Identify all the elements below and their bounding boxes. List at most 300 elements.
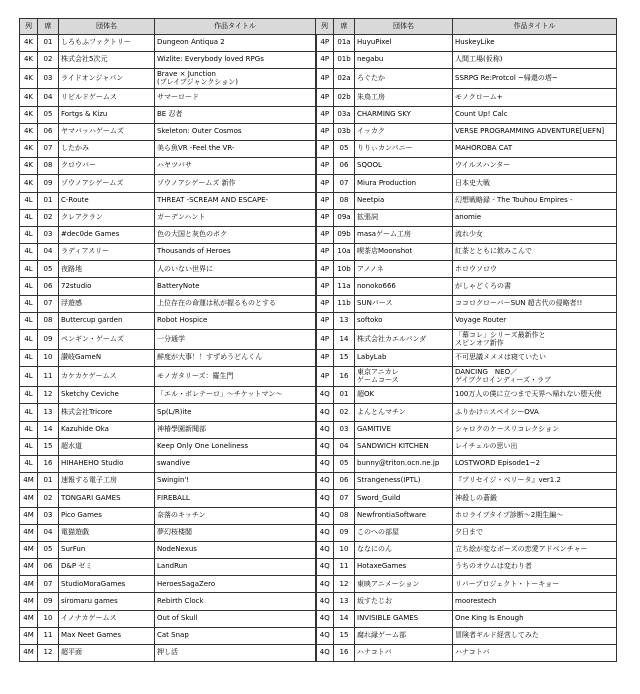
left-seat-cell: 06 (38, 559, 59, 576)
right-group-cell: ななにのん (355, 541, 453, 558)
left-seat-cell: 10 (38, 350, 59, 367)
left-col-cell: 4M (20, 576, 38, 593)
left-group-cell: リビルドゲームス (59, 89, 155, 106)
table-row (20, 175, 617, 192)
right-seat-cell: 12 (334, 576, 355, 593)
left-seat-cell: 01 (38, 473, 59, 490)
left-col-cell: 4L (20, 421, 38, 438)
right-group-cell: 東京アニカレ ゲームコース (355, 367, 453, 387)
left-group-cell: #dec0de Games (59, 226, 155, 243)
left-group-cell: HIHAHEHO Studio (59, 455, 155, 472)
right-seat-cell: 11b (334, 295, 355, 312)
table-row (20, 209, 617, 226)
left-col-cell: 4L (20, 209, 38, 226)
right-title-cell: 立ち絵が変なポーズの恋愛アドベンチャー (453, 541, 617, 558)
right-title-cell: 冒険者ギルド経営してみた (453, 627, 617, 644)
right-col-cell: 4Q (316, 507, 334, 524)
right-group-cell: SANDWICH KITCHEN (355, 438, 453, 455)
left-title-cell: 美ら魚VR -Feel the VR- (155, 140, 316, 157)
exhibitor-table-body (20, 35, 617, 662)
left-seat-cell: 01 (38, 35, 59, 52)
right-title-cell: anomie (453, 209, 617, 226)
right-title-cell: HuskeyLike (453, 35, 617, 52)
right-title-cell: 紅茶とともに飲みこんで (453, 244, 617, 261)
right-seat-cell: 16 (334, 367, 355, 387)
table-row (20, 278, 617, 295)
left-col-cell: 4M (20, 473, 38, 490)
left-col-cell: 4M (20, 559, 38, 576)
left-seat-cell: 12 (38, 645, 59, 662)
header-row (20, 19, 617, 35)
right-group-cell: softoko (355, 312, 453, 329)
left-col-cell: 4M (20, 524, 38, 541)
left-title-cell: Out of Skull (155, 610, 316, 627)
right-col-cell: 4P (316, 35, 334, 52)
table-row (20, 312, 617, 329)
right-group-cell: Strangeness(IPTL) (355, 473, 453, 490)
left-title-cell: ゾウノアシゲームズ 新作 (155, 175, 316, 192)
left-title-cell: Swingin'! (155, 473, 316, 490)
right-title-cell: moorestech (453, 593, 617, 610)
left-group-cell: 72studio (59, 278, 155, 295)
table-row (20, 559, 617, 576)
right-seat-cell: 14 (334, 610, 355, 627)
right-seat-cell: 02 (334, 404, 355, 421)
right-col-cell: 4P (316, 69, 334, 89)
left-seat-cell: 03 (38, 507, 59, 524)
right-col-cell: 4Q (316, 387, 334, 404)
left-title-cell: LandRun (155, 559, 316, 576)
right-group-cell: bunny@triton.ocn.ne.jp (355, 455, 453, 472)
table-row (20, 140, 617, 157)
left-seat-cell: 12 (38, 387, 59, 404)
left-group-cell: 速報する電子工房 (59, 473, 155, 490)
left-col-cell: 4L (20, 330, 38, 350)
right-title-cell: VERSE PROGRAMMING ADVENTURE[UEFN] (453, 123, 617, 140)
left-seat-cell: 08 (38, 312, 59, 329)
right-seat-cell: 13 (334, 593, 355, 610)
right-seat-cell: 01 (334, 387, 355, 404)
left-title-cell: 「エル・ポレテーロ」〜チケットマン〜 (155, 387, 316, 404)
left-col-cell: 4L (20, 387, 38, 404)
table-row (20, 593, 617, 610)
table-row (20, 627, 617, 644)
table-row (20, 367, 617, 387)
left-seat-cell: 16 (38, 455, 59, 472)
right-title-cell: SSRPG Re:Protcol ~帰還の塔~ (453, 69, 617, 89)
left-seat-cell: 02 (38, 490, 59, 507)
left-col-cell: 4L (20, 350, 38, 367)
right-col-cell: 4P (316, 123, 334, 140)
left-seat-cell: 09 (38, 330, 59, 350)
right-seat-cell: 10b (334, 261, 355, 278)
right-title-cell: Voyage Router (453, 312, 617, 329)
left-seat-cell: 14 (38, 421, 59, 438)
left-col-cell: 4L (20, 278, 38, 295)
right-group-cell: INVISIBLE GAMES (355, 610, 453, 627)
right-title-cell: 幻想戦略録 - The Touhou Empires - (453, 192, 617, 209)
right-seat-cell: 09a (334, 209, 355, 226)
left-title-cell: サマーロード (155, 89, 316, 106)
left-group-cell: D&P ゼミ (59, 559, 155, 576)
left-seat-cell: 09 (38, 593, 59, 610)
left-group-cell: しろもふファクトリー (59, 35, 155, 52)
right-col-cell: 4Q (316, 421, 334, 438)
left-group-cell: 浮遊感 (59, 295, 155, 312)
table-row (20, 421, 617, 438)
left-title-cell: 上位存在の命運は私が握るものとする (155, 295, 316, 312)
table-row (20, 455, 617, 472)
right-group-cell: Sword_Guild (355, 490, 453, 507)
right-seat-cell: 05 (334, 455, 355, 472)
table-row (20, 52, 617, 69)
left-seat-cell: 05 (38, 106, 59, 123)
exhibitor-table-container (19, 18, 616, 662)
left-title-cell: Wizlite: Everybody loved RPGs (155, 52, 316, 69)
left-col-cell: 4M (20, 627, 38, 644)
right-group-cell: NewfrontiaSoftware (355, 507, 453, 524)
left-group-cell: Buttercup garden (59, 312, 155, 329)
left-seat-cell: 07 (38, 576, 59, 593)
left-group-cell: siromaru games (59, 593, 155, 610)
right-seat-cell: 15 (334, 627, 355, 644)
left-title-cell: HeroesSagaZero (155, 576, 316, 593)
table-row (20, 226, 617, 243)
table-row (20, 35, 617, 52)
right-col-cell: 4P (316, 330, 334, 350)
header-seat: 席 (38, 19, 59, 35)
right-group-cell: LabyLab (355, 350, 453, 367)
left-title-cell: Keep Only One Loneliness (155, 438, 316, 455)
left-title-cell: Thousands of Heroes (155, 244, 316, 261)
left-col-cell: 4L (20, 295, 38, 312)
left-col-cell: 4L (20, 367, 38, 387)
left-seat-cell: 01 (38, 192, 59, 209)
left-title-cell: FIREBALL (155, 490, 316, 507)
left-col-cell: 4K (20, 140, 38, 157)
left-group-cell: 電猫遊戯 (59, 524, 155, 541)
right-group-cell: アノノネ (355, 261, 453, 278)
left-title-cell: Rebirth Clock (155, 593, 316, 610)
left-group-cell: C-Route (59, 192, 155, 209)
right-col-cell: 4P (316, 244, 334, 261)
left-col-cell: 4M (20, 507, 38, 524)
left-seat-cell: 06 (38, 278, 59, 295)
right-col-cell: 4P (316, 209, 334, 226)
exhibitor-table (19, 18, 617, 662)
table-row (20, 490, 617, 507)
right-seat-cell: 02a (334, 69, 355, 89)
right-title-cell: Count Up! Calc (453, 106, 617, 123)
left-col-cell: 4K (20, 35, 38, 52)
right-col-cell: 4Q (316, 576, 334, 593)
left-group-cell: カケカケゲームス (59, 367, 155, 387)
right-col-cell: 4Q (316, 455, 334, 472)
left-seat-cell: 13 (38, 404, 59, 421)
left-group-cell: ゾウノアシゲームズ (59, 175, 155, 192)
left-col-cell: 4M (20, 593, 38, 610)
right-title-cell: 神殺しの蒼鍛 (453, 490, 617, 507)
left-title-cell: Robot Hospice (155, 312, 316, 329)
left-col-cell: 4L (20, 312, 38, 329)
header-title: 作品タイトル (155, 19, 316, 35)
left-seat-cell: 04 (38, 524, 59, 541)
right-title-cell: ふりかけ☆スペイシーOVA (453, 404, 617, 421)
left-col-cell: 4L (20, 192, 38, 209)
right-col-cell: 4Q (316, 438, 334, 455)
right-title-cell: DANCING NEO／ ゲイブクロインディーズ・ラブ (453, 367, 617, 387)
right-title-cell: 人間工場(仮称) (453, 52, 617, 69)
right-title-cell: リバープロジェクト・トーキョー (453, 576, 617, 593)
right-title-cell: がしゃどくろの書 (453, 278, 617, 295)
header-col-right: 列 (316, 19, 334, 35)
right-title-cell: 100万人の僕に立つまで天界へ帰れない堕天使 (453, 387, 617, 404)
table-row (20, 576, 617, 593)
table-row (20, 123, 617, 140)
left-title-cell: Brave × Junction (ブレイブジャンクション) (155, 69, 316, 89)
left-group-cell: 夜路地 (59, 261, 155, 278)
right-col-cell: 4P (316, 106, 334, 123)
left-col-cell: 4K (20, 158, 38, 175)
left-col-cell: 4K (20, 106, 38, 123)
left-group-cell: Max Neet Games (59, 627, 155, 644)
left-col-cell: 4M (20, 645, 38, 662)
left-seat-cell: 02 (38, 52, 59, 69)
left-group-cell: Kazuhide Oka (59, 421, 155, 438)
right-seat-cell: 13 (334, 312, 355, 329)
table-row (20, 524, 617, 541)
right-seat-cell: 10 (334, 541, 355, 558)
left-seat-cell: 06 (38, 123, 59, 140)
right-group-cell: 朱鳥工房 (355, 89, 453, 106)
right-seat-cell: 07 (334, 490, 355, 507)
left-title-cell: 夢幻桜楼閣 (155, 524, 316, 541)
right-col-cell: 4P (316, 52, 334, 69)
left-seat-cell: 05 (38, 261, 59, 278)
left-col-cell: 4M (20, 490, 38, 507)
left-seat-cell: 05 (38, 541, 59, 558)
right-group-cell: 超OK (355, 387, 453, 404)
table-row (20, 350, 617, 367)
right-group-cell: ハナコトバ (355, 645, 453, 662)
left-group-cell: イノナカゲームス (59, 610, 155, 627)
left-group-cell: 株式会社5次元 (59, 52, 155, 69)
left-seat-cell: 08 (38, 158, 59, 175)
right-title-cell: シャロクのケースリコレクション (453, 421, 617, 438)
right-title-cell: モノクローム+ (453, 89, 617, 106)
right-group-cell: nonoko666 (355, 278, 453, 295)
right-seat-cell: 09 (334, 524, 355, 541)
left-title-cell: swandive (155, 455, 316, 472)
right-group-cell: 坂すたじお (355, 593, 453, 610)
right-seat-cell: 06 (334, 473, 355, 490)
table-row (20, 438, 617, 455)
left-title-cell: Dungeon Antiqua 2 (155, 35, 316, 52)
right-title-cell: 夕日まで (453, 524, 617, 541)
right-title-cell: うちのオウムは変わり者 (453, 559, 617, 576)
right-group-cell: 東映アニメーション (355, 576, 453, 593)
right-col-cell: 4P (316, 89, 334, 106)
left-col-cell: 4K (20, 175, 38, 192)
left-title-cell: THREAT -SCREAM AND ESCAPE- (155, 192, 316, 209)
left-group-cell: クレアクラン (59, 209, 155, 226)
right-title-cell: レイチェルの思い出 (453, 438, 617, 455)
right-col-cell: 4Q (316, 490, 334, 507)
right-col-cell: 4Q (316, 404, 334, 421)
left-col-cell: 4L (20, 226, 38, 243)
right-col-cell: 4P (316, 158, 334, 175)
right-seat-cell: 11a (334, 278, 355, 295)
left-seat-cell: 03 (38, 69, 59, 89)
table-row (20, 295, 617, 312)
left-seat-cell: 10 (38, 610, 59, 627)
table-row (20, 261, 617, 278)
left-col-cell: 4M (20, 541, 38, 558)
table-row (20, 387, 617, 404)
left-title-cell: Skeleton: Outer Cosmos (155, 123, 316, 140)
right-group-cell: よんとんマチン (355, 404, 453, 421)
table-row (20, 106, 617, 123)
left-group-cell: StudioMoraGames (59, 576, 155, 593)
right-group-cell: 株式会社カエルパンダ (355, 330, 453, 350)
right-title-cell: ハナコトバ (453, 645, 617, 662)
left-group-cell: ライドオンジャパン (59, 69, 155, 89)
left-col-cell: 4L (20, 404, 38, 421)
left-title-cell: 神椿學園新聞部 (155, 421, 316, 438)
right-col-cell: 4P (316, 367, 334, 387)
right-seat-cell: 04 (334, 438, 355, 455)
right-group-cell: Miura Production (355, 175, 453, 192)
right-group-cell: ろぐたか (355, 69, 453, 89)
right-group-cell: CHARMING SKY (355, 106, 453, 123)
right-seat-cell: 06 (334, 158, 355, 175)
left-title-cell: Cat Snap (155, 627, 316, 644)
right-title-cell: ココロクローバーSUN 超古代の侵略者!! (453, 295, 617, 312)
right-col-cell: 4P (316, 261, 334, 278)
left-group-cell: TONGARI GAMES (59, 490, 155, 507)
left-title-cell: 一分通学 (155, 330, 316, 350)
header-group-right: 団体名 (355, 19, 453, 35)
right-seat-cell: 03 (334, 421, 355, 438)
right-group-cell: GAMITIVE (355, 421, 453, 438)
right-seat-cell: 08 (334, 507, 355, 524)
right-group-cell: イッカク (355, 123, 453, 140)
left-group-cell: Pico Games (59, 507, 155, 524)
table-row (20, 541, 617, 558)
right-seat-cell: 16 (334, 645, 355, 662)
table-row (20, 404, 617, 421)
table-row (20, 244, 617, 261)
left-col-cell: 4M (20, 610, 38, 627)
left-seat-cell: 04 (38, 244, 59, 261)
right-group-cell: 拡張詞 (355, 209, 453, 226)
left-group-cell: 超平面 (59, 645, 155, 662)
right-seat-cell: 15 (334, 350, 355, 367)
right-col-cell: 4P (316, 192, 334, 209)
right-group-cell: HotaxeGames (355, 559, 453, 576)
right-title-cell: 『プリセイジ・ペリータ』ver1.2 (453, 473, 617, 490)
right-col-cell: 4Q (316, 473, 334, 490)
left-seat-cell: 11 (38, 627, 59, 644)
left-seat-cell: 03 (38, 226, 59, 243)
right-col-cell: 4Q (316, 593, 334, 610)
left-title-cell: 人のいない世界に (155, 261, 316, 278)
left-seat-cell: 07 (38, 140, 59, 157)
header-col: 列 (20, 19, 38, 35)
right-col-cell: 4P (316, 295, 334, 312)
table-row (20, 645, 617, 662)
right-group-cell: SUNバース (355, 295, 453, 312)
right-title-cell: 日本史大戦 (453, 175, 617, 192)
right-seat-cell: 11 (334, 559, 355, 576)
right-seat-cell: 02b (334, 89, 355, 106)
right-group-cell: このへの部屋 (355, 524, 453, 541)
right-seat-cell: 07 (334, 175, 355, 192)
left-title-cell: BE 忍者 (155, 106, 316, 123)
left-col-cell: 4K (20, 89, 38, 106)
right-title-cell: ホロウソロウ (453, 261, 617, 278)
left-seat-cell: 07 (38, 295, 59, 312)
right-col-cell: 4P (316, 175, 334, 192)
header-group: 団体名 (59, 19, 155, 35)
right-col-cell: 4Q (316, 541, 334, 558)
left-group-cell: SurFun (59, 541, 155, 558)
left-group-cell: クロウバー (59, 158, 155, 175)
left-group-cell: したかみ (59, 140, 155, 157)
table-row (20, 330, 617, 350)
left-seat-cell: 02 (38, 209, 59, 226)
right-group-cell: negabu (355, 52, 453, 69)
right-title-cell: ウイルスハンター (453, 158, 617, 175)
right-seat-cell: 01b (334, 52, 355, 69)
right-group-cell: HuyuPixel (355, 35, 453, 52)
table-row (20, 473, 617, 490)
right-seat-cell: 05 (334, 140, 355, 157)
right-group-cell: 腐れ縁ゲーム部 (355, 627, 453, 644)
left-title-cell: 奈落のキッチン (155, 507, 316, 524)
right-col-cell: 4P (316, 350, 334, 367)
right-col-cell: 4P (316, 278, 334, 295)
right-seat-cell: 01a (334, 35, 355, 52)
right-group-cell: Neetpia (355, 192, 453, 209)
left-seat-cell: 15 (38, 438, 59, 455)
right-title-cell: 不可思議メメメは寝ていたい (453, 350, 617, 367)
right-title-cell: One King Is Enough (453, 610, 617, 627)
left-title-cell: 押し活 (155, 645, 316, 662)
left-title-cell: Sp(L/R)ite (155, 404, 316, 421)
right-seat-cell: 03b (334, 123, 355, 140)
left-col-cell: 4K (20, 123, 38, 140)
right-col-cell: 4Q (316, 610, 334, 627)
right-group-cell: りりぃカンパニー (355, 140, 453, 157)
left-title-cell: モノガタリーズ：羅生門 (155, 367, 316, 387)
left-col-cell: 4K (20, 52, 38, 69)
right-seat-cell: 14 (334, 330, 355, 350)
left-title-cell: 色の大国と灰色のボク (155, 226, 316, 243)
left-title-cell: 鮮度が大事！！すずめうどんくん (155, 350, 316, 367)
right-col-cell: 4Q (316, 524, 334, 541)
left-col-cell: 4L (20, 244, 38, 261)
table-row (20, 192, 617, 209)
left-group-cell: Sketchy Ceviche (59, 387, 155, 404)
left-col-cell: 4L (20, 438, 38, 455)
left-group-cell: ペンギン・ゲームズ (59, 330, 155, 350)
table-row (20, 507, 617, 524)
right-seat-cell: 03a (334, 106, 355, 123)
right-col-cell: 4P (316, 312, 334, 329)
right-title-cell: LOSTWORD Episode1~2 (453, 455, 617, 472)
right-col-cell: 4P (316, 226, 334, 243)
